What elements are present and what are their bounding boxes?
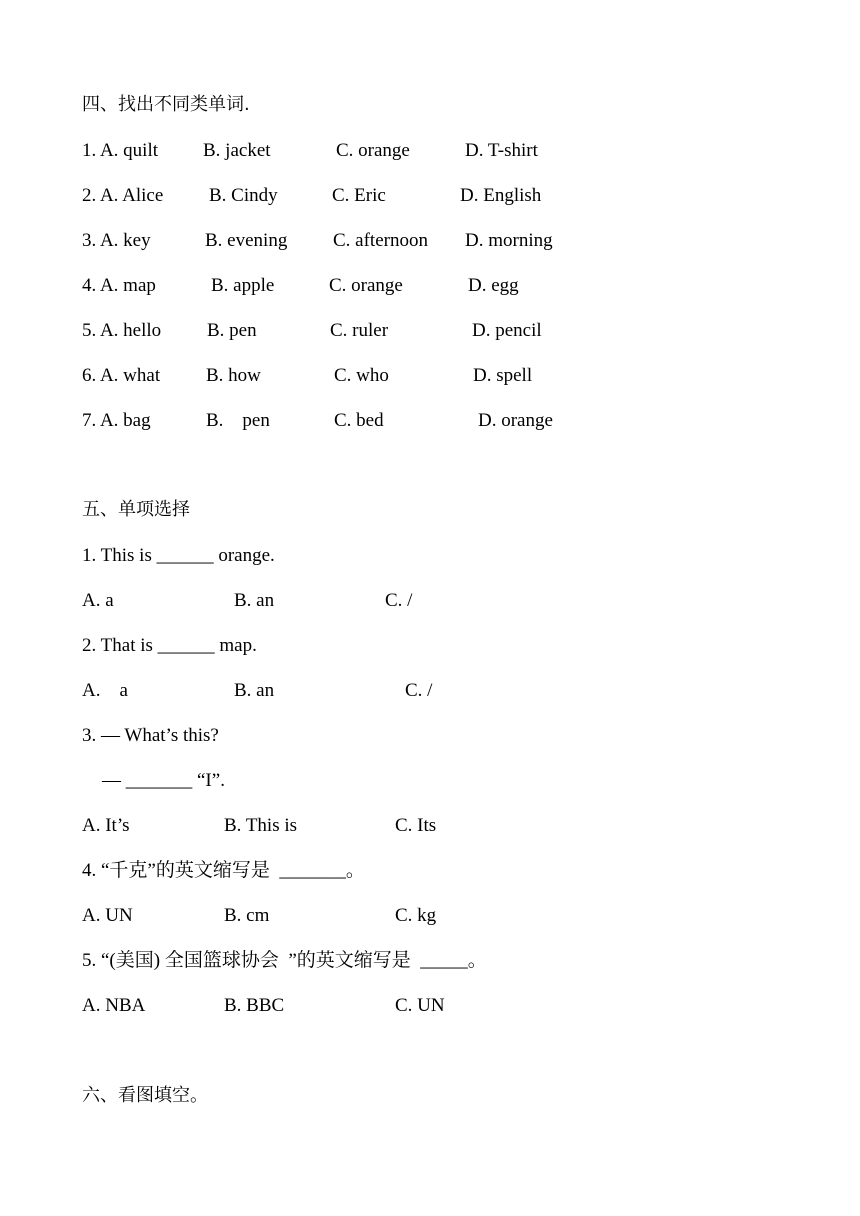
s5-q1-stem: 1. This is ______ orange. bbox=[82, 545, 275, 566]
s4-r5-c: C. ruler bbox=[330, 320, 389, 341]
s5-q4-option-b: B. cm bbox=[224, 905, 270, 926]
s5-q5-stem: 5. “(美国) 全国篮球协会 ”的英文缩写是 _____。 bbox=[82, 950, 487, 971]
s5-q5-option-c: C. UN bbox=[395, 995, 445, 1016]
s4-r4-c: C. orange bbox=[329, 275, 403, 296]
s4-r3-a: 3. A. key bbox=[82, 230, 151, 251]
s5-q2-option-b: B. an bbox=[234, 680, 275, 701]
s4-r4-b: B. apple bbox=[211, 275, 275, 296]
section6-title: 六、看图填空。 bbox=[82, 1085, 208, 1106]
section4-title: 四、找出不同类单词. bbox=[82, 94, 250, 115]
s5-q4-stem: 4. “千克”的英文缩写是 _______。 bbox=[82, 860, 365, 881]
s5-q2-option-a: A. a bbox=[82, 680, 128, 701]
s4-r1-d: D. T-shirt bbox=[465, 140, 538, 161]
s5-q3-options bbox=[82, 813, 437, 839]
s5-q2-options bbox=[82, 678, 433, 704]
s4-row-4 bbox=[82, 273, 519, 299]
s4-row-5 bbox=[82, 318, 542, 344]
s4-row-7 bbox=[82, 408, 553, 434]
s5-q4-option-c: C. kg bbox=[395, 905, 437, 926]
s4-r7-c: C. bed bbox=[334, 410, 384, 431]
s4-r7-b: B. pen bbox=[206, 410, 270, 431]
section5-title: 五、单项选择 bbox=[82, 499, 190, 520]
s5-q1-option-a: A. a bbox=[82, 590, 114, 611]
s4-r2-a: 2. A. Alice bbox=[82, 185, 164, 206]
s4-r5-b: B. pen bbox=[207, 320, 257, 341]
s4-r6-c: C. who bbox=[334, 365, 389, 386]
s4-row-3 bbox=[82, 228, 553, 254]
s4-r1-a: 1. A. quilt bbox=[82, 140, 159, 161]
s4-r3-d: D. morning bbox=[465, 230, 553, 251]
s5-q4-options bbox=[82, 903, 437, 929]
s4-r5-d: D. pencil bbox=[472, 320, 542, 341]
s5-q1-option-b: B. an bbox=[234, 590, 275, 611]
s4-r6-b: B. how bbox=[206, 365, 261, 386]
s5-q3-stem: 3. — What’s this? bbox=[82, 725, 219, 746]
s5-q3-option-b: B. This is bbox=[224, 815, 298, 836]
s5-q5-options bbox=[82, 993, 445, 1019]
s4-r2-c: C. Eric bbox=[332, 185, 386, 206]
s4-r4-a: 4. A. map bbox=[82, 275, 156, 296]
s4-r2-d: D. English bbox=[460, 185, 542, 206]
s4-r1-c: C. orange bbox=[336, 140, 410, 161]
s5-q3-option-c: C. Its bbox=[395, 815, 437, 836]
s4-r2-b: B. Cindy bbox=[209, 185, 278, 206]
s4-row-6 bbox=[82, 363, 533, 389]
s4-row-2 bbox=[82, 183, 542, 209]
s5-q3-stem-answer: — _______ “I”. bbox=[102, 770, 225, 791]
s4-r5-a: 5. A. hello bbox=[82, 320, 162, 341]
s4-r3-c: C. afternoon bbox=[333, 230, 428, 251]
s5-q5-option-b: B. BBC bbox=[224, 995, 285, 1016]
s4-r6-a: 6. A. what bbox=[82, 365, 161, 386]
s5-q5-option-a: A. NBA bbox=[82, 995, 146, 1016]
s5-q1-option-c: C. / bbox=[385, 590, 413, 611]
s4-r3-b: B. evening bbox=[205, 230, 288, 251]
s4-r1-b: B. jacket bbox=[203, 140, 271, 161]
s4-r6-d: D. spell bbox=[473, 365, 533, 386]
s4-r7-a: 7. A. bag bbox=[82, 410, 151, 431]
s5-q3-option-a: A. It’s bbox=[82, 815, 130, 836]
s5-q1-options bbox=[82, 588, 413, 614]
s5-q4-option-a: A. UN bbox=[82, 905, 133, 926]
s4-r4-d: D. egg bbox=[468, 275, 519, 296]
s5-q2-option-c: C. / bbox=[405, 680, 433, 701]
s5-q2-stem: 2. That is ______ map. bbox=[82, 635, 257, 656]
s4-r7-d: D. orange bbox=[478, 410, 553, 431]
s4-row-1 bbox=[82, 138, 538, 164]
